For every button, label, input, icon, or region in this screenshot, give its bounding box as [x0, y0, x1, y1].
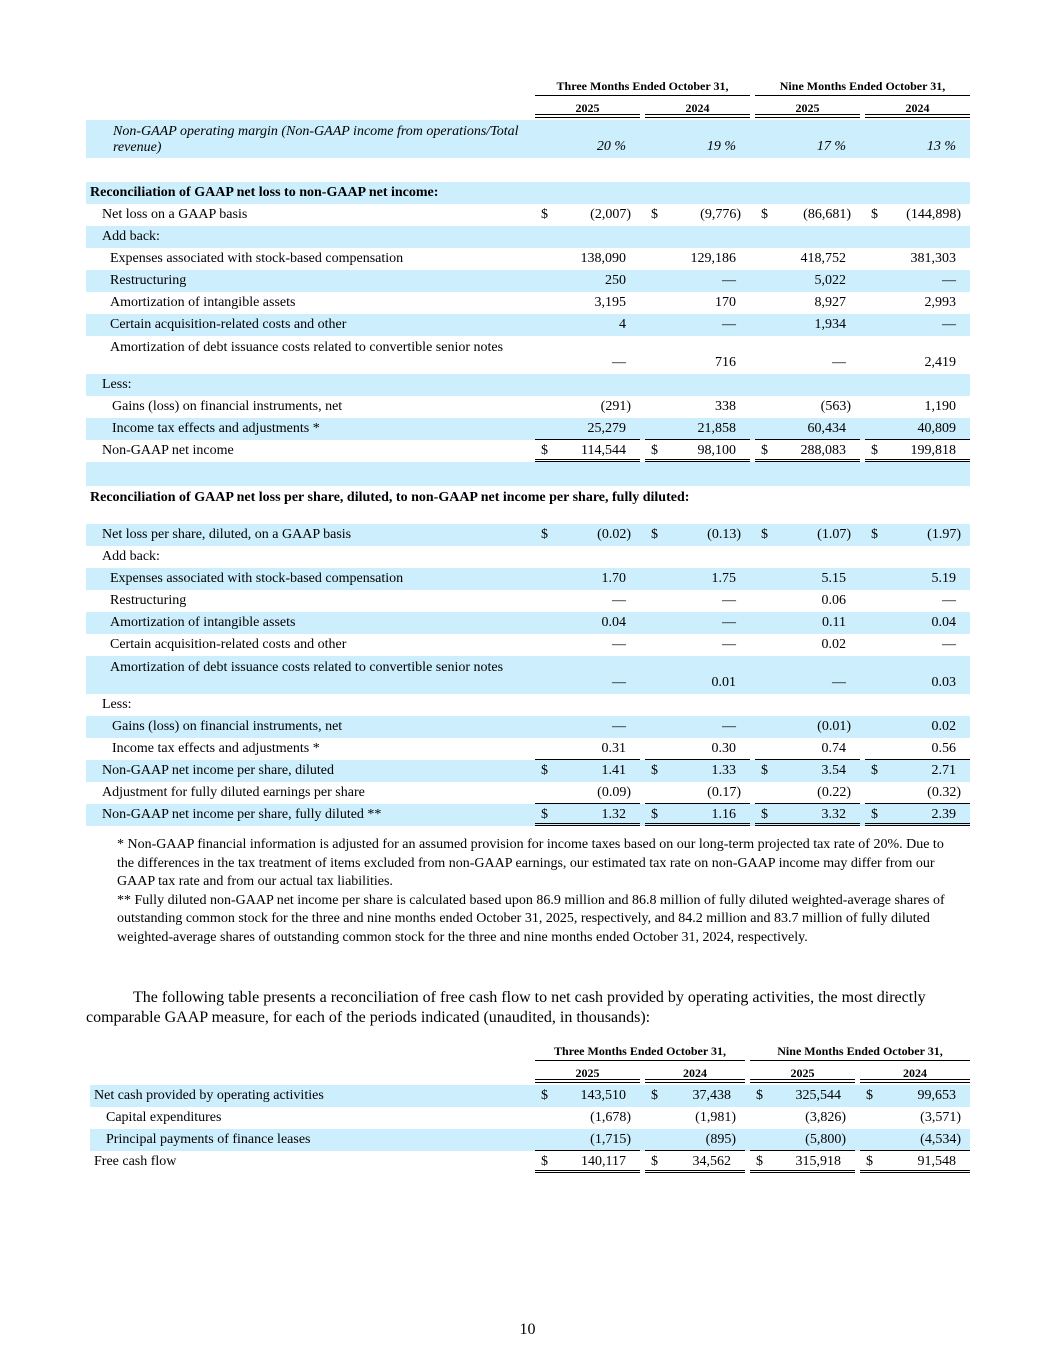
dollar-sign: $	[761, 527, 768, 542]
row-label: Amortization of debt issuance costs related to convertible senior notes	[110, 340, 504, 355]
value: 0.02	[931, 719, 956, 734]
value-cell	[865, 738, 970, 760]
value: 37,438	[692, 1088, 731, 1103]
blank-row	[86, 462, 970, 486]
value-cell	[535, 656, 640, 694]
blank-row	[86, 158, 970, 182]
value-cell	[750, 1129, 855, 1151]
value: (1,981)	[695, 1110, 736, 1125]
intro-paragraph: The following table presents a reconciliation of free cash flow to net cash provided by operating activities, the most directly comparable GAAP measure, for each of the periods indicated (unaudited, in thousands):	[86, 989, 926, 1026]
value: (9,776)	[700, 207, 741, 222]
value: 0.74	[821, 741, 846, 756]
value: 0.02	[821, 637, 846, 652]
value-cell	[865, 418, 970, 440]
value: (86,681)	[803, 207, 851, 222]
value-cell	[645, 738, 750, 760]
value: 91,548	[917, 1154, 956, 1169]
value-cell	[755, 120, 860, 158]
value-cell	[755, 590, 860, 612]
value: 3.54	[821, 763, 846, 778]
value: (291)	[600, 399, 631, 414]
value: 99,653	[917, 1088, 956, 1103]
value: 13 %	[926, 139, 956, 154]
value-cell	[645, 120, 750, 158]
year-header: 2025	[755, 98, 860, 118]
value-cell	[645, 634, 750, 656]
value-cell	[865, 656, 970, 694]
row-label: Add back:	[86, 226, 970, 248]
value: 0.56	[931, 741, 956, 756]
value-cell	[535, 716, 640, 738]
header-spacer	[86, 98, 535, 120]
value-cell	[865, 760, 970, 782]
value-cell	[755, 760, 860, 782]
value: 129,186	[690, 251, 736, 266]
dollar-sign: $	[756, 1154, 763, 1169]
row-label: Gains (loss) on financial instruments, net	[86, 716, 535, 738]
row-label: Add back:	[102, 549, 160, 564]
dollar-sign: $	[871, 807, 878, 822]
value: 34,562	[692, 1154, 731, 1169]
value-cell	[750, 1151, 855, 1173]
dollar-sign: $	[756, 1088, 763, 1103]
value: (1,678)	[590, 1110, 631, 1125]
value: —	[942, 593, 956, 608]
value-cell	[645, 804, 750, 826]
value: (895)	[705, 1132, 736, 1147]
row-label: Net cash provided by operating activities	[90, 1085, 535, 1107]
value-cell	[865, 314, 970, 336]
value-cell	[535, 804, 640, 826]
header-spacer	[90, 1041, 535, 1063]
value: —	[612, 355, 626, 370]
value-cell	[645, 716, 750, 738]
value: 98,100	[697, 443, 736, 458]
value: 138,090	[580, 251, 626, 266]
value: 19 %	[706, 139, 736, 154]
value-cell	[755, 396, 860, 418]
value-cell	[865, 612, 970, 634]
value: (0.17)	[707, 785, 741, 800]
dollar-sign: $	[651, 443, 658, 458]
dollar-sign: $	[651, 207, 658, 222]
value-cell	[535, 336, 640, 374]
value-cell	[645, 656, 750, 694]
value-cell	[865, 120, 970, 158]
value: —	[722, 637, 736, 652]
value: 143,510	[580, 1088, 626, 1103]
value-cell	[535, 524, 640, 546]
value-cell	[535, 396, 640, 418]
value-cell	[645, 204, 750, 226]
value-cell	[645, 782, 750, 804]
value-cell	[645, 760, 750, 782]
value: 3,195	[594, 295, 626, 310]
value: 40,809	[917, 421, 956, 436]
dollar-sign: $	[651, 1154, 658, 1169]
value-cell	[865, 634, 970, 656]
value: 5,022	[814, 273, 846, 288]
value-cell	[645, 336, 750, 374]
value: (0.32)	[927, 785, 961, 800]
value-cell	[535, 120, 640, 158]
value: —	[942, 273, 956, 288]
value: 25,279	[587, 421, 626, 436]
value: 8,927	[814, 295, 846, 310]
footnote-tax: * Non-GAAP financial information is adjusted for an assumed provision for income taxes based on our long-term projected tax rate of 20%. Due to the differences in the tax treatment of items excluded from non-GAAP earnings, our estimated tax rate on non-GAAP income may differ from our GAAP tax rate and from our actual tax liabilities.	[117, 837, 944, 889]
value-cell	[755, 314, 860, 336]
value: 0.31	[601, 741, 626, 756]
value-cell	[645, 524, 750, 546]
value-cell	[645, 1151, 745, 1173]
row-label: Non-GAAP net income	[102, 443, 234, 458]
value-cell	[865, 804, 970, 826]
value-cell	[755, 716, 860, 738]
value: (0.01)	[817, 719, 851, 734]
value-cell	[645, 1085, 745, 1107]
value: —	[722, 719, 736, 734]
value: 140,117	[581, 1154, 626, 1169]
value: 2,419	[924, 355, 956, 370]
value-cell	[865, 716, 970, 738]
value: 5.19	[931, 571, 956, 586]
value: —	[722, 593, 736, 608]
value-cell	[865, 782, 970, 804]
value-cell	[865, 204, 970, 226]
value: (0.22)	[817, 785, 851, 800]
dollar-sign: $	[541, 807, 548, 822]
row-label: Expenses associated with stock-based compensation	[110, 251, 404, 266]
value-cell	[755, 270, 860, 292]
row-label: Capital expenditures	[106, 1110, 222, 1125]
dollar-sign: $	[541, 1154, 548, 1169]
value: 381,303	[910, 251, 956, 266]
non-gaap-reconciliation-table	[86, 76, 970, 826]
value: —	[612, 637, 626, 652]
value: 0.03	[931, 675, 956, 690]
dollar-sign: $	[651, 807, 658, 822]
value-cell	[645, 590, 750, 612]
value: 1.41	[601, 763, 626, 778]
page-number: 10	[519, 1321, 536, 1338]
value-cell	[535, 760, 640, 782]
value: 4	[619, 317, 626, 332]
value-cell	[755, 418, 860, 440]
value-cell	[645, 612, 750, 634]
value-cell	[755, 804, 860, 826]
value-cell	[535, 292, 640, 314]
value: 0.06	[821, 593, 846, 608]
row-label: Reconciliation of GAAP net loss to non-GAAP net income:	[86, 182, 970, 204]
value-cell	[535, 612, 640, 634]
value-cell	[865, 336, 970, 374]
year-header: 2024	[865, 98, 970, 118]
value-cell	[750, 1085, 855, 1107]
row-label: Non-GAAP operating margin (Non-GAAP income from operations/Total revenue)	[86, 120, 535, 158]
value-cell	[865, 248, 970, 270]
value: 20 %	[596, 139, 626, 154]
row-label: Expenses associated with stock-based compensation	[86, 568, 535, 590]
value: 0.11	[822, 615, 846, 630]
value: 1.16	[711, 807, 736, 822]
value-cell	[750, 1107, 855, 1129]
value-cell	[645, 418, 750, 440]
value: (144,898)	[906, 207, 961, 222]
row-label: Reconciliation of GAAP net loss per share, diluted, to non-GAAP net income per share, fully diluted:	[90, 490, 690, 505]
dollar-sign: $	[541, 207, 548, 222]
value-cell	[535, 634, 640, 656]
value: 199,818	[910, 443, 956, 458]
value-cell	[755, 440, 860, 462]
dollar-sign: $	[651, 763, 658, 778]
dollar-sign: $	[871, 527, 878, 542]
dollar-sign: $	[871, 443, 878, 458]
value-cell	[645, 248, 750, 270]
row-label: Net loss per share, diluted, on a GAAP basis	[86, 524, 535, 546]
value: 1,934	[814, 317, 846, 332]
row-label: Amortization of intangible assets	[110, 295, 296, 310]
value: —	[612, 675, 626, 690]
value-cell	[535, 1129, 640, 1151]
dollar-sign: $	[761, 807, 768, 822]
value: 17 %	[816, 139, 846, 154]
value-cell	[755, 612, 860, 634]
value-cell	[535, 314, 640, 336]
row-label: Gains (loss) on financial instruments, net	[112, 399, 343, 414]
value: —	[832, 355, 846, 370]
value-cell	[860, 1107, 970, 1129]
value: (1,715)	[590, 1132, 631, 1147]
row-label: Income tax effects and adjustments *	[112, 741, 320, 756]
dollar-sign: $	[871, 763, 878, 778]
dollar-sign: $	[866, 1088, 873, 1103]
row-label: Non-GAAP net income per share, fully diluted **	[86, 804, 535, 826]
value: 0.04	[601, 615, 626, 630]
row-label: Amortization of debt issuance costs related to convertible senior notes	[86, 656, 535, 694]
year-header: 2025	[750, 1063, 855, 1083]
value-cell	[755, 568, 860, 590]
row-label: Amortization of intangible assets	[86, 612, 535, 634]
value-cell	[865, 396, 970, 418]
dollar-sign: $	[541, 763, 548, 778]
year-header: 2025	[535, 1063, 640, 1083]
value-cell	[645, 440, 750, 462]
row-label: Certain acquisition-related costs and other	[110, 637, 347, 652]
value: 250	[605, 273, 626, 288]
period-header: Three Months Ended October 31,	[535, 1041, 745, 1061]
value-cell	[535, 1085, 640, 1107]
row-label: Restructuring	[110, 593, 187, 608]
period-header: Nine Months Ended October 31,	[755, 76, 970, 96]
value: (3,826)	[805, 1110, 846, 1125]
value-cell	[535, 1151, 640, 1173]
value-cell	[755, 656, 860, 694]
value: (5,800)	[805, 1132, 846, 1147]
value-cell	[755, 738, 860, 760]
value: —	[722, 317, 736, 332]
value-cell	[535, 738, 640, 760]
value-cell	[860, 1129, 970, 1151]
row-label: Principal payments of finance leases	[90, 1129, 535, 1151]
value: —	[832, 675, 846, 690]
value: 325,544	[795, 1088, 841, 1103]
year-header: 2025	[535, 98, 640, 118]
value-cell	[645, 1107, 745, 1129]
value: (4,534)	[920, 1132, 961, 1147]
value-cell	[645, 314, 750, 336]
value: 315,918	[795, 1154, 841, 1169]
dollar-sign: $	[866, 1154, 873, 1169]
value-cell	[535, 418, 640, 440]
header-spacer	[86, 76, 535, 98]
value: 0.04	[931, 615, 956, 630]
value: —	[612, 593, 626, 608]
value-cell	[755, 336, 860, 374]
value: 1.75	[711, 571, 736, 586]
dollar-sign: $	[541, 443, 548, 458]
dollar-sign: $	[761, 443, 768, 458]
value-cell	[755, 248, 860, 270]
value-cell	[535, 1107, 640, 1129]
value: 0.01	[711, 675, 736, 690]
footnotes	[117, 836, 957, 947]
value: —	[722, 615, 736, 630]
value-cell	[755, 204, 860, 226]
value-cell	[535, 440, 640, 462]
value-cell	[860, 1151, 970, 1173]
value: 716	[715, 355, 736, 370]
value-cell	[645, 1129, 745, 1151]
value-cell	[865, 568, 970, 590]
value-cell	[755, 524, 860, 546]
value-cell	[865, 524, 970, 546]
value: 60,434	[807, 421, 846, 436]
value: 1.70	[601, 571, 626, 586]
value: 2.71	[931, 763, 956, 778]
value: (0.09)	[597, 785, 631, 800]
value-cell	[865, 590, 970, 612]
dollar-sign: $	[871, 207, 878, 222]
value: (563)	[820, 399, 851, 414]
value-cell	[645, 270, 750, 292]
value-cell	[645, 396, 750, 418]
row-label: Adjustment for fully diluted earnings per share	[102, 785, 365, 800]
value: (0.02)	[597, 527, 631, 542]
row-label: Free cash flow	[94, 1154, 177, 1169]
value: —	[722, 273, 736, 288]
value: 338	[715, 399, 736, 414]
value-cell	[865, 292, 970, 314]
value: 5.15	[821, 571, 846, 586]
value-cell	[535, 782, 640, 804]
dollar-sign: $	[541, 1088, 548, 1103]
row-label: Net loss on a GAAP basis	[102, 207, 248, 222]
value-cell	[535, 568, 640, 590]
footnote-shares: ** Fully diluted non-GAAP net income per share is calculated based upon 86.9 million and 86.8 million of fully diluted weighted-average shares of outstanding common stock for the three and nine months ended October 31, 2025, respectively, and 84.2 million and 83.7 million of fully diluted weighted-average shares of outstanding common stock for the three and nine months ended October 31, 2024, respectively.	[117, 892, 945, 945]
value-cell	[645, 568, 750, 590]
dollar-sign: $	[651, 527, 658, 542]
dollar-sign: $	[541, 527, 548, 542]
free-cash-flow-table	[90, 1041, 970, 1173]
value: 0.30	[711, 741, 736, 756]
value-cell	[860, 1085, 970, 1107]
value-cell	[535, 590, 640, 612]
value-cell	[865, 270, 970, 292]
value: 418,752	[800, 251, 846, 266]
value: (3,571)	[920, 1110, 961, 1125]
dollar-sign: $	[761, 763, 768, 778]
value: —	[612, 719, 626, 734]
dollar-sign: $	[651, 1088, 658, 1103]
dollar-sign: $	[761, 207, 768, 222]
value: (1.97)	[927, 527, 961, 542]
value-cell	[535, 270, 640, 292]
value: 2,993	[924, 295, 956, 310]
value: 1.32	[601, 807, 626, 822]
row-label: Less:	[102, 697, 132, 712]
value: 21,858	[697, 421, 736, 436]
value: —	[942, 317, 956, 332]
value-cell	[755, 782, 860, 804]
value-cell	[535, 204, 640, 226]
row-label: Certain acquisition-related costs and other	[86, 314, 535, 336]
row-label: Less:	[86, 374, 970, 396]
header-spacer	[90, 1063, 535, 1085]
value: 2.39	[931, 807, 956, 822]
row-label: Restructuring	[86, 270, 535, 292]
value: (0.13)	[707, 527, 741, 542]
value-cell	[535, 248, 640, 270]
value: 1.33	[711, 763, 736, 778]
period-header: Three Months Ended October 31,	[535, 76, 750, 96]
value-cell	[755, 634, 860, 656]
year-header: 2024	[645, 98, 750, 118]
value: 1,190	[924, 399, 956, 414]
value: (1.07)	[817, 527, 851, 542]
value-cell	[755, 292, 860, 314]
year-header: 2024	[860, 1063, 970, 1083]
period-header: Nine Months Ended October 31,	[750, 1041, 970, 1061]
value: 3.32	[821, 807, 846, 822]
value-cell	[865, 440, 970, 462]
row-label: Income tax effects and adjustments *	[86, 418, 535, 440]
value: (2,007)	[590, 207, 631, 222]
value: 170	[715, 295, 736, 310]
value: 114,544	[581, 443, 626, 458]
row-label: Non-GAAP net income per share, diluted	[86, 760, 535, 782]
year-header: 2024	[645, 1063, 745, 1083]
value: —	[942, 637, 956, 652]
value: 288,083	[800, 443, 846, 458]
value-cell	[645, 292, 750, 314]
